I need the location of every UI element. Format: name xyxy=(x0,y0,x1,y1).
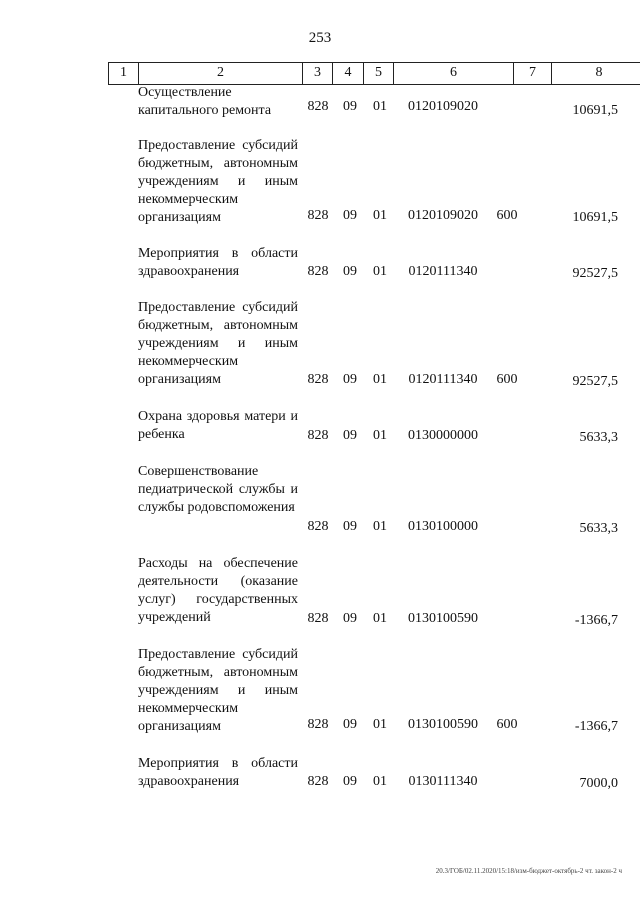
row-section: 09 xyxy=(343,717,357,732)
row-amount: -1366,7 xyxy=(574,613,618,628)
row-amount: -1366,7 xyxy=(574,719,618,734)
row-target-code: 0120111340 xyxy=(408,372,478,387)
row-admin-code: 828 xyxy=(307,774,329,789)
page-number: 253 xyxy=(308,30,332,46)
row-target-code: 0120111340 xyxy=(408,264,478,279)
row-name: Предоставление субсидий бюджетным, автономным учреждениям и иным некоммерческим организациям xyxy=(138,300,298,387)
row-section: 09 xyxy=(343,519,357,534)
header-col-8: 8 xyxy=(595,65,603,80)
row-section: 09 xyxy=(343,611,357,626)
header-col-1: 1 xyxy=(109,63,139,84)
row-target-code: 0130100590 xyxy=(408,717,478,732)
row-section: 09 xyxy=(343,99,357,114)
row-name: Осуществление капитального ремонта xyxy=(138,85,272,118)
row-name: Расходы на обеспечение деятельности (оказание услуг) государственных учреждений xyxy=(138,556,298,625)
header-col-7: 7 xyxy=(514,63,552,84)
row-target-code: 0120109020 xyxy=(408,208,478,223)
row-section: 09 xyxy=(343,372,357,387)
row-amount: 7000,0 xyxy=(579,776,618,791)
row-amount: 10691,5 xyxy=(572,103,618,118)
row-expense-type: 600 xyxy=(496,208,518,223)
row-admin-code: 828 xyxy=(307,99,329,114)
row-name: Мероприятия в области здравоохранения xyxy=(138,246,298,279)
row-admin-code: 828 xyxy=(307,428,329,443)
row-target-code: 0130111340 xyxy=(408,774,478,789)
row-name: Охрана здоровья матери и ребенка xyxy=(138,409,298,442)
row-amount: 92527,5 xyxy=(572,374,618,389)
row-section: 09 xyxy=(343,774,357,789)
row-admin-code: 828 xyxy=(307,611,329,626)
row-admin-code: 828 xyxy=(307,717,329,732)
row-amount: 5633,3 xyxy=(579,430,618,445)
table-header xyxy=(108,62,640,85)
row-subsection: 01 xyxy=(373,372,387,387)
row-amount: 92527,5 xyxy=(572,266,618,281)
row-subsection: 01 xyxy=(373,208,387,223)
row-subsection: 01 xyxy=(373,717,387,732)
row-section: 09 xyxy=(343,208,357,223)
document-footer: 20.3/ГОБ/02.11.2020/15:18/изм-бюджет-октябрь-2 чт. закон-2 ч xyxy=(435,867,622,875)
row-amount: 10691,5 xyxy=(572,210,618,225)
row-subsection: 01 xyxy=(373,774,387,789)
row-amount: 5633,3 xyxy=(579,521,618,536)
row-name: Совершенствование педиатрической службы и службы родовспоможения xyxy=(138,464,298,515)
row-admin-code: 828 xyxy=(307,372,329,387)
header-col-6: 6 xyxy=(394,63,514,84)
header-col-2: 2 xyxy=(139,63,303,84)
row-name: Предоставление субсидий бюджетным, автономным учреждениям и иным некоммерческим организациям xyxy=(138,647,298,734)
row-target-code: 0130100590 xyxy=(408,611,478,626)
row-expense-type: 600 xyxy=(496,717,518,732)
row-admin-code: 828 xyxy=(307,264,329,279)
row-target-code: 0130000000 xyxy=(408,428,478,443)
row-subsection: 01 xyxy=(373,611,387,626)
header-col-4: 4 xyxy=(333,63,364,84)
row-name: Предоставление субсидий бюджетным, автономным учреждениям и иным некоммерческим организациям xyxy=(138,138,298,225)
row-subsection: 01 xyxy=(373,99,387,114)
row-section: 09 xyxy=(343,428,357,443)
row-subsection: 01 xyxy=(373,519,387,534)
row-target-code: 0120109020 xyxy=(408,99,478,114)
header-col-3: 3 xyxy=(303,63,333,84)
row-admin-code: 828 xyxy=(307,519,329,534)
row-subsection: 01 xyxy=(373,264,387,279)
header-col-5: 5 xyxy=(364,63,394,84)
row-target-code: 0130100000 xyxy=(408,519,478,534)
row-section: 09 xyxy=(343,264,357,279)
row-subsection: 01 xyxy=(373,428,387,443)
row-expense-type: 600 xyxy=(496,372,518,387)
row-name: Мероприятия в области здравоохранения xyxy=(138,756,298,789)
row-admin-code: 828 xyxy=(307,208,329,223)
